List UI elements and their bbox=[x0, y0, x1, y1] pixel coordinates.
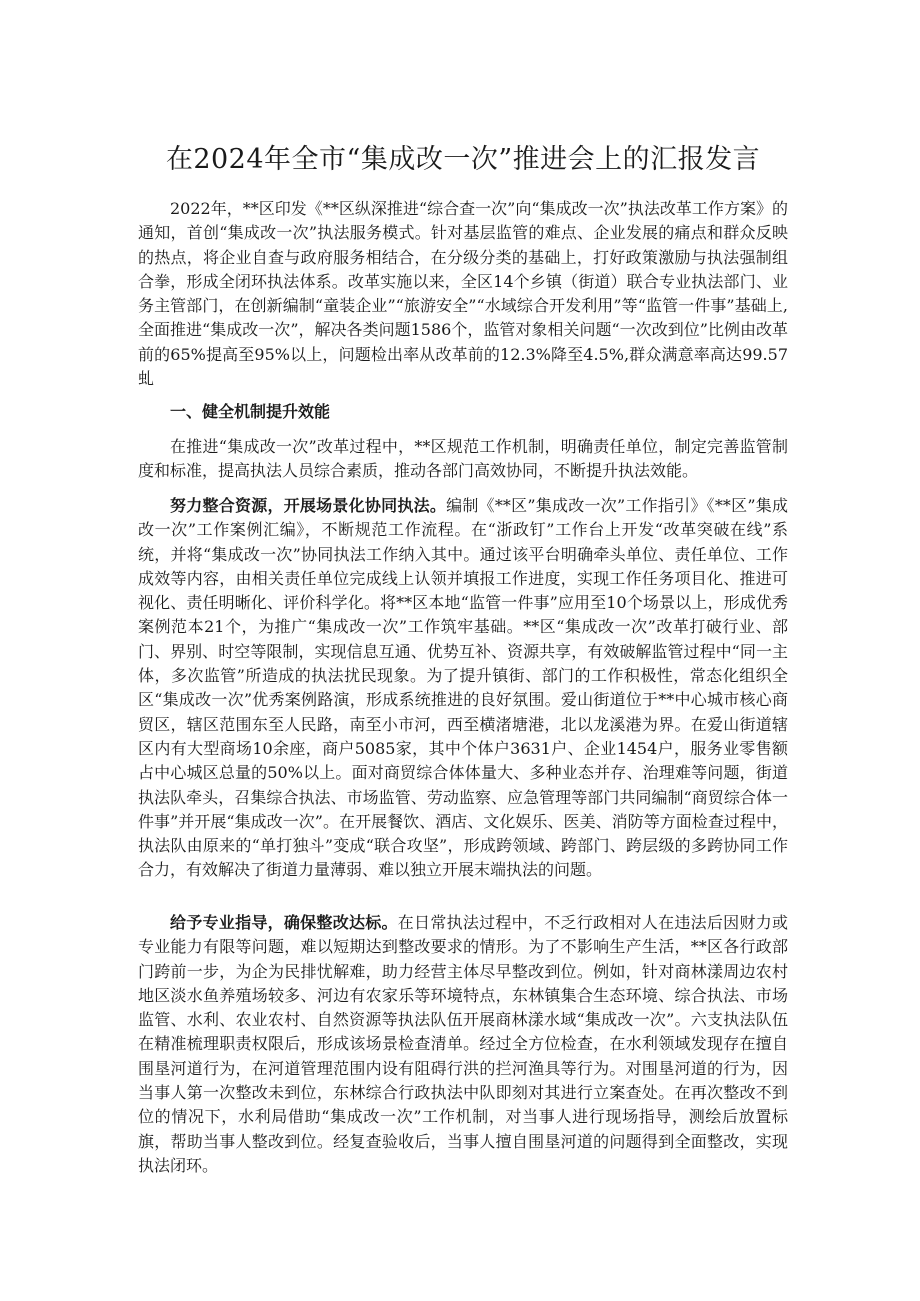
paragraph-body: 在日常执法过程中，不乏行政相对人在违法后因财力或专业能力有限等问题，难以短期达到整改要求的情形。为了不影响生产生活，**区各行政部门跨前一步，为企为民排忧解难，助力经营主体尽早整改到位。例如，针对商林漾周边农村地区淡水鱼养殖场较多、河边有农家乐等环境特点，东林镇集合生态环境、综合执法、市场监管、水利、农业农村、自然资源等执法队伍开展商林漾水域“集成改一次”。六支执法队伍在精准梳理职责权限后，形成该场景检查清单。经过全方位检查，在水利领域发现存在擅自围垦河道行为，在河道管理范围内设有阻碍行洪的拦河渔具等行为。对围垦河道的行为，因当事人第一次整改未到位，东林综合行政执法中队即刻对其进行立案查处。在再次整改不到位的情况下，水利局借助“集成改一次”工作机制，对当事人进行现场指导，测绘后放置标旗，帮助当事人整改到位。经复查验收后，当事人擅自围垦河道的问题得到全面整改，实现执法闭环。 bbox=[138, 913, 788, 1175]
resource-integration-paragraph bbox=[138, 494, 788, 883]
document-title: 在2024年全市“集成改一次”推进会上的汇报发言 bbox=[165, 144, 761, 175]
section-heading: 一、健全机制提升效能 bbox=[170, 402, 331, 421]
paragraph-lead: 给予专业指导，确保整改达标。 bbox=[170, 913, 398, 932]
paragraph-lead: 努力整合资源，开展场景化协同执法。 bbox=[170, 496, 447, 515]
paragraph-body: 编制《**区”集成改一次”工作指引》《**区”集成改一次”工作案例汇编》，不断规范工作流程。在“浙政钉”工作台上开发“改革突破在线”系统，并将“集成改一次”协同执法工作纳入其中。通过该平台明确牵头单位、责任单位、工作成效等内容，由相关责任单位完成线上认领并填报工作进度，实现工作任务项目化、推进可视化、责任明晰化、评价科学化。将**区本地“监管一件事”应用至10个场景以上，形成优秀案例范本21个，为推广“集成改一次”工作筑牢基础。**区“集成改一次”改革打破行业、部门、界别、时空等限制，实现信息互通、优势互补、资源共享，有效破解监管过程中“同一主体，多次监管”所造成的执法扰民现象。为了提升镇街、部门的工作积极性，常态化组织全区“集成改一次”优秀案例路演，形成系统推进的良好氛围。爱山街道位于**中心城市核心商贸区，辖区范围东至人民路，南至小市河，西至横渚塘港，北以龙溪港为界。在爱山街道辖区内有大型商场10余座，商户5085家，其中个体户3631户、企业1454户，服务业零售额占中心城区总量的50%以上。面对商贸综合体体量大、多种业态并存、治理难等问题，街道执法队牵头，召集综合执法、市场监管、劳动监察、应急管理等部门共同编制“商贸综合体一件事”并开展“集成改一次”。在开展餐饮、酒店、文化娱乐、医美、消防等方面检查过程中，执法队由原来的“单打独斗”变成“联合攻坚”，形成跨领域、跨部门、跨层级的多跨协同工作合力，有效解决了街道力量薄弱、难以独立开展末端执法的问题。 bbox=[138, 496, 788, 880]
professional-guidance-paragraph bbox=[138, 911, 788, 1178]
intro-paragraph: 2022年，**区印发《**区纵深推进“综合查一次”向“集成改一次”执法改革工作方案》的通知，首创“集成改一次”执法服务模式。针对基层监管的难点、企业发展的痛点和群众反映的热点，将企业自查与政府服务相结合，在分级分类的基础上，打好政策激励与执法强制组合拳，形成全闭环执法体系。改革实施以来，全区14个乡镇（街道）联合专业执法部门、业务主管部门，在创新编制“童装企业”“旅游安全”“水域综合开发利用”等“监管一件事”基础上,全面推进“集成改一次”，解决各类问题1586个，监管对象相关问题“一次改到位”比例由改革前的65%提高至95%以上，问题检出率从改革前的12.3%降至4.5%,群众满意率高达99.57虬 bbox=[138, 199, 788, 389]
section-intro-paragraph: 在推进“集成改一次”改革过程中，**区规范工作机制，明确责任单位，制定完善监管制度和标准，提高执法人员综合素质，推动各部门高效协同，不断提升执法效能。 bbox=[138, 437, 788, 481]
